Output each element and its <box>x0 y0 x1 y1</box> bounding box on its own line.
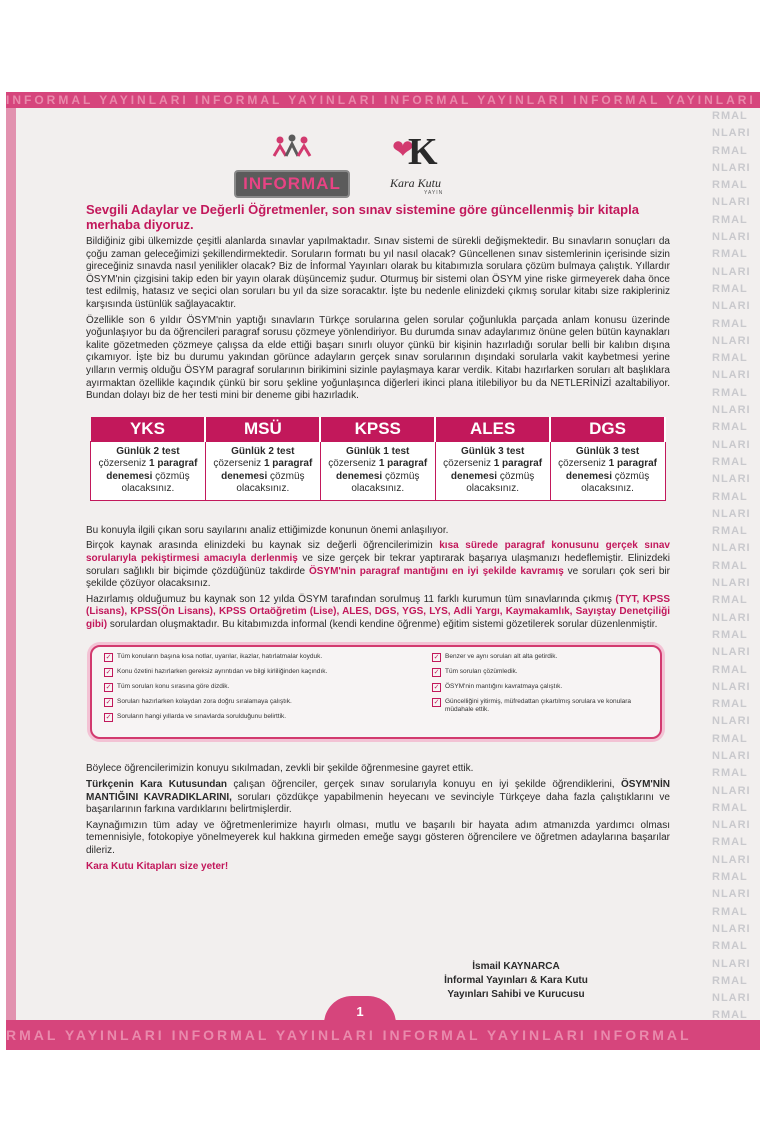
paragraph-8: Kaynağımızın tüm aday ve öğretmenlerimize hayırlı olması, mutlu ve başarılı bir hayata adım atmanızda yardımcı olması temennisiyle, fotokopiye yönelmeyerek kul hakkına girmeden emeğe saygı gösteren öğrencilere ve öğretmen adaylarına başarılar dileriz. <box>86 819 670 857</box>
content <box>86 202 670 876</box>
right-watermark-item: RMAL <box>712 352 748 365</box>
feature-item: ✓ Güncelliğini yitirmiş, müfredattan çıkartılmış sorulara ve konulara müdahale ettik. <box>433 698 632 714</box>
kara-kutu-sub: YAYIN <box>424 190 444 196</box>
bottom-watermark-band: RMAL YAYINLARI INFORMAL YAYINLARI INFORMAL YAYINLARI INFORMAL <box>6 1020 760 1050</box>
right-watermark-item: RMAL <box>712 179 748 192</box>
right-watermark-item: RMAL <box>712 974 748 987</box>
right-watermark-item: NLARI <box>712 265 751 278</box>
right-watermark-item: RMAL <box>712 213 748 226</box>
exam-header-dgs: DGS <box>550 417 665 442</box>
paragraph-1: Bildiğiniz gibi ülkemizde çeşitli alanlarda sınavlar yapılmaktadır. Sınav sistemi de sürekli değişmektedir. Bu sınavların sonuçları da çoğu zaman geleceğimizi şekillendirmektedir. Soruların formatı bu yıl nasıl olacak? Güncellenen sınav sistemlerinin içerisinde sizin gireceğiniz sınavda nasıl yenilikler olacak? Biz de İnformal Yayınları olarak bu kitabımızla sorulara çözüm bulmaya çalıştık. Yıllardır ÖSYM'nin çizgisini takip eden bir yayın olarak düşüncemiz şudur. Oturmuş bir sistemi olan ÖSYM yine riske girmeyerek daha önce test edilmiş, hatasız ve seçici olan soruları bu yıl da size soracaktır. İşte bu nedenle elinizdeki çıkmış sorular kitabı size rakipleriniz karşısında üstünlük sağlayacaktır. <box>86 236 670 310</box>
exam-cell-yks: Günlük 2 test çözerseniz 1 paragraf denemesi çözmüş olacaksınız. <box>91 441 206 500</box>
right-watermark-item: RMAL <box>712 905 748 918</box>
exam-cell-dgs: Günlük 3 test çözerseniz 1 paragraf denemesi çözmüş olacaksınız. <box>550 441 665 500</box>
right-watermark-item: NLARI <box>712 749 751 762</box>
check-icon: ✓ <box>105 669 112 677</box>
people-icon <box>272 134 312 168</box>
right-watermark-item: NLARI <box>712 577 751 590</box>
right-watermark-item: NLARI <box>712 231 751 244</box>
right-watermark-item: NLARI <box>712 473 751 486</box>
right-watermark-item: RMAL <box>712 455 748 468</box>
kara-kutu-letter: K <box>408 131 438 173</box>
paragraph-3: Bu konuyla ilgili çıkan soru sayılarını analiz ettiğimizde konunun önemi anlaşılıyor. <box>86 524 449 536</box>
paragraph-5: Hazırlamış olduğumuz bu kaynak son 12 yılda ÖSYM tarafından sorulmuş 11 farklı kurumun tüm sınavlarında çıkmış (TYT, KPSS (Lisans), KPSS(Ön Lisans), KPSS Ortaöğretim (Lise), ALES, DGS, YGS, LYS, Adli Yargı, Kaymakamlık, Sayıştay Denetçiliği gibi) sorulardan oluşmaktadır. Bu kitabımızda informal (kendi kendine öğrenme) eğitim sistemi gözetilerek sorular düzenlenmiştir. <box>86 593 670 630</box>
right-watermark-item: NLARI <box>712 784 751 797</box>
right-watermark-item: NLARI <box>712 196 751 209</box>
right-watermark-item: NLARI <box>712 161 751 174</box>
exam-cell-msu: Günlük 2 test çözerseniz 1 paragraf denemesi çözmüş olacaksınız. <box>205 441 320 500</box>
feature-item: ✓ Tüm soruları konu sırasına göre dizdik. <box>105 683 230 692</box>
check-icon: ✓ <box>433 669 440 677</box>
right-watermark-item: NLARI <box>712 404 751 417</box>
right-watermark-item: NLARI <box>712 542 751 555</box>
check-icon: ✓ <box>105 654 112 662</box>
exam-header-msu: MSÜ <box>205 417 320 442</box>
heart-icon: ❤ <box>392 134 414 164</box>
right-watermark-item: RMAL <box>712 628 748 641</box>
right-watermark-item: NLARI <box>712 646 751 659</box>
signature-line-2: Yayınları Sahibi ve Kurucusu <box>447 989 585 1000</box>
right-watermark-item: NLARI <box>712 957 751 970</box>
right-watermark-item: RMAL <box>712 144 748 157</box>
check-icon: ✓ <box>105 684 112 692</box>
right-watermark-item: NLARI <box>712 888 751 901</box>
exam-cell-ales: Günlük 3 test çözerseniz 1 paragraf denemesi çözmüş olacaksınız. <box>435 441 550 500</box>
right-watermark-item: RMAL <box>712 282 748 295</box>
exam-header-kpss: KPSS <box>320 417 435 442</box>
right-watermark-strip <box>712 108 760 1020</box>
right-watermark-item: RMAL <box>712 386 748 399</box>
right-watermark-item: RMAL <box>712 663 748 676</box>
right-watermark-item: RMAL <box>712 732 748 745</box>
book-page <box>6 92 760 1050</box>
right-watermark-item: NLARI <box>712 819 751 832</box>
kara-kutu-wordmark: Kara Kutu <box>390 176 442 190</box>
right-watermark-item: NLARI <box>712 680 751 693</box>
right-watermark-item: NLARI <box>712 715 751 728</box>
logos <box>234 130 484 200</box>
feature-item: ✓ Soruları hazırlarken kolaydan zora doğru sıralamaya çalıştık. <box>105 698 292 707</box>
check-icon: ✓ <box>105 699 112 707</box>
right-watermark-item: NLARI <box>712 127 751 140</box>
signature-block <box>406 960 626 1002</box>
check-icon: ✓ <box>433 699 440 707</box>
right-watermark-item: RMAL <box>712 801 748 814</box>
informal-logo: INFORMAL <box>234 170 350 198</box>
right-watermark-item: RMAL <box>712 940 748 953</box>
right-watermark-item: NLARI <box>712 334 751 347</box>
right-watermark-item: NLARI <box>712 438 751 451</box>
feature-item: ✓ Benzer ve aynı soruları alt alta getirdik. <box>433 653 558 662</box>
top-watermark-band: INFORMAL YAYINLARI INFORMAL YAYINLARI INFORMAL YAYINLARI INFORMAL YAYINLARI <box>6 92 760 108</box>
feature-item: ✓ Tüm konuların başına kısa notlar, uyarılar, ikazlar, hatırlatmalar koyduk. <box>105 653 323 662</box>
feature-item: ✓ ÖSYM'nin mantığını kavratmaya çalıştık. <box>433 683 563 692</box>
paragraph-7: Türkçenin Kara Kutusundan çalışan öğrenciler, gerçek sınav sorularıyla konuyu en iyi şekilde öğrendiklerini, ÖSYM'NİN MANTIĞINI KAVRADIKLARINI, soruları çözdükçe yapabilmenin heyecanı ve sevinciyle Türkçeye daha fazla çalıştıklarını ve başarılarının farkına vardıklarını belirtmişlerdir. <box>86 779 671 816</box>
features-panel <box>90 645 662 739</box>
right-watermark-item: NLARI <box>712 507 751 520</box>
right-watermark-item: RMAL <box>712 871 748 884</box>
signature-line-1: İnformal Yayınları & Kara Kutu <box>444 975 588 986</box>
right-watermark-item: RMAL <box>712 1009 748 1020</box>
slogan: Kara Kutu Kitapları size yeter! <box>86 860 229 872</box>
feature-item: ✓ Konu özetini hazırlarken gereksiz ayrıntıdan ve bilgi kirliliğinden kaçındık. <box>105 668 328 677</box>
exam-header-yks: YKS <box>91 417 206 442</box>
right-watermark-item: RMAL <box>712 525 748 538</box>
check-icon: ✓ <box>433 684 440 692</box>
right-watermark-item: RMAL <box>712 836 748 849</box>
feature-item: ✓ Soruların hangi yıllarda ve sınavlarda sorulduğunu belirttik. <box>105 713 287 722</box>
right-watermark-item: RMAL <box>712 248 748 261</box>
features-left <box>104 653 424 728</box>
exam-cell-kpss: Günlük 1 test çözerseniz 1 paragraf denemesi çözmüş olacaksınız. <box>320 441 435 500</box>
paragraph-4: Birçok kaynak arasında elinizdeki bu kaynak siz değerli öğrencilerimizin kısa sürede paragraf konusunu gerçek sınav sorularıyla pekiştirmesi amacıyla derlenmiş ve size gerçek bir tekrar yaptırarak başarıya ulaşmanızı hedeflemiştir. Elinizdeki soruları sağlıklı bir biçimde çözdüğünüz takdirde ÖSYM'nin paragraf mantığını en iyi şekilde kavramış ve soruları çok seri bir şekilde çözüyor olacaksınız. <box>86 540 670 590</box>
right-watermark-item: RMAL <box>712 559 748 572</box>
right-watermark-item: RMAL <box>712 594 748 607</box>
left-edge-strip <box>6 108 16 1020</box>
greeting-heading: Sevgili Adaylar ve Değerli Öğretmenler, son sınav sistemine göre güncellenmiş bir kitapla merhaba diyoruz. <box>86 202 639 232</box>
paragraph-6: Böylece öğrencilerimizin konuyu sıkılmadan, zevkli bir şekilde öğrenmesine gayret ettik. <box>86 763 474 775</box>
kara-kutu-logo <box>384 130 474 200</box>
right-watermark-item: NLARI <box>712 300 751 313</box>
check-icon: ✓ <box>433 654 440 662</box>
right-watermark-item: NLARI <box>712 992 751 1005</box>
right-watermark-item: RMAL <box>712 767 748 780</box>
signature-name: İsmail KAYNARCA <box>472 961 560 972</box>
right-watermark-item: RMAL <box>712 421 748 434</box>
right-watermark-item: NLARI <box>712 853 751 866</box>
check-icon: ✓ <box>105 714 112 722</box>
right-watermark-item: NLARI <box>712 922 751 935</box>
paragraph-2: Özellikle son 6 yıldır ÖSYM'nin yaptığı sınavların Türkçe sorularına gelen sorular çoğunlukla parçada anlam konusu üzerinde yoğunlaşıyor bu da öğrencileri paragraf sorusu çözmeye yönlendiriyor. Bu durumda sınav adaylarımız önüne gelen bütün kaynakları kalite gözetmeden çözmeye çalışsa da elde ettiği başarı sınırlı oluyor çünkü bir kişinin hazırladığı sorular belli bir kalıbın dışına çıkamıyor. İşte biz bu durumu yakından görünce adayların gerçek sınav sorularının dışındaki sorularla vakit kaybetmesi yerine yılların vermiş olduğu ÖSYM paragraf sorularının birikimini sizinle paylaşmaya karar verdik. Kitabı hazırlarken soruları alt başlıklara ayırmaktan özellikle kaçındık çünkü bir soru şekline yoğunlaşınca diğerleri ikinci plana itilebiliyor bu da NETLERİNİZİ azaltabiliyor. Bundan dolayı biz de her testi mini bir deneme gibi hazırladık. <box>86 314 670 402</box>
feature-item: ✓ Tüm soruları çözümledik. <box>433 668 518 677</box>
features-right <box>432 653 652 720</box>
exam-cell-row <box>91 441 666 500</box>
page-number: 1 <box>324 996 396 1024</box>
right-watermark-item: RMAL <box>712 110 748 122</box>
exam-table <box>90 417 666 501</box>
right-watermark-item: RMAL <box>712 317 748 330</box>
right-watermark-item: RMAL <box>712 698 748 711</box>
right-watermark-item: RMAL <box>712 490 748 503</box>
exam-header-row <box>91 417 666 442</box>
exam-header-ales: ALES <box>435 417 550 442</box>
right-watermark-item: NLARI <box>712 369 751 382</box>
right-watermark-item: NLARI <box>712 611 751 624</box>
